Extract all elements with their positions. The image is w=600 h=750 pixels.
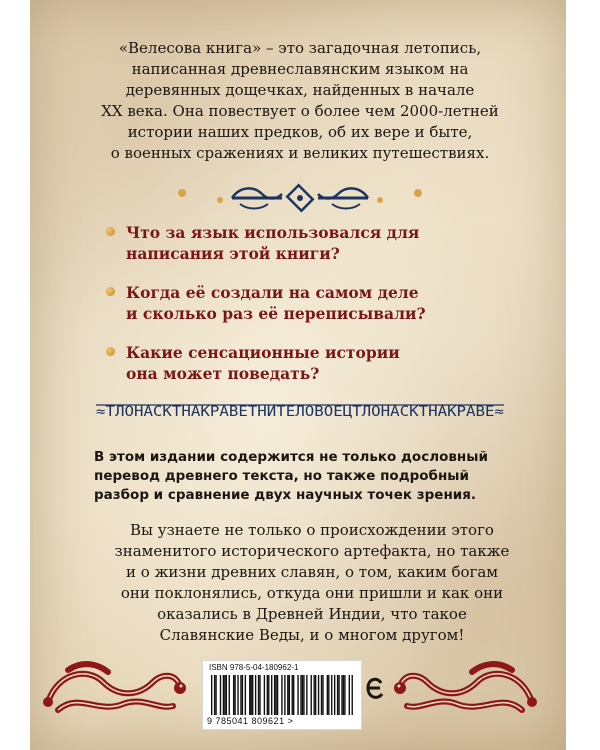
barcode-bar <box>300 675 301 715</box>
intro-line: истории наших предков, об их вере и быте, <box>127 123 473 141</box>
barcode-bar <box>258 675 259 715</box>
question-item <box>126 342 506 384</box>
barcode-bar <box>311 675 312 715</box>
barcode-bar <box>341 675 342 715</box>
description-line: и о жизни древних славян, о том, каким богам <box>126 563 498 581</box>
barcode-block <box>202 660 362 730</box>
question-line: написания этой книги? <box>126 244 340 263</box>
question-item <box>126 222 506 264</box>
description-paragraph <box>92 520 532 646</box>
barcode-bar <box>234 675 235 715</box>
barcode-bar <box>226 675 227 715</box>
barcode-number: 9 785041 809621 > <box>207 716 294 726</box>
barcode-bar <box>271 675 272 715</box>
question-line: Что за язык использовался для <box>126 223 420 242</box>
barcode-bar <box>313 675 314 715</box>
question-line: она может поведать? <box>126 364 320 383</box>
barcode-bar <box>242 675 243 715</box>
barcode-bar <box>306 675 307 715</box>
edition-note-line: разбор и сравнение двух научных точек зрения. <box>94 487 477 503</box>
barcode-bar <box>352 675 353 715</box>
barcode-bar <box>264 675 265 715</box>
barcode-bar <box>224 675 225 715</box>
barcode-bar <box>281 675 282 715</box>
intro-line: «Велесова книга» – это загадочная летопись, <box>118 39 482 57</box>
barcode-bar <box>284 675 285 715</box>
description-line: Славянские Веды, и о многом другом! <box>159 626 465 644</box>
barcode-bar <box>343 675 344 715</box>
barcode-bar <box>259 675 260 715</box>
publisher-logo-icon <box>364 674 386 704</box>
description-line: оказались в Древней Индии, что такое <box>157 605 467 623</box>
intro-line: деревянных дощечках, найденных в начале <box>125 81 475 99</box>
gold-bullet-icon <box>106 287 115 296</box>
isbn-label: ISBN 978-5-04-180962-1 <box>209 663 299 672</box>
barcode-bar <box>338 675 339 715</box>
barcode-bar <box>249 675 250 715</box>
gold-bullet-icon <box>106 347 115 356</box>
barcode-bar <box>268 675 269 715</box>
barcode-bar <box>215 675 216 715</box>
intro-line: написанная древнеславянским языком на <box>131 60 469 78</box>
barcode-bar <box>318 675 319 715</box>
barcode-bar <box>255 675 256 715</box>
dragon-ornament-right-icon <box>392 652 542 718</box>
barcode-bar <box>292 675 293 715</box>
question-line: и сколько раз её переписывали? <box>126 304 426 323</box>
barcode-bar <box>274 675 275 715</box>
edition-note-line: перевод древнего текста, но также подробный <box>94 468 469 484</box>
barcode-bar <box>240 675 241 715</box>
barcode-bar <box>337 675 338 715</box>
barcode-bar <box>229 675 230 715</box>
description-line: Вы узнаете не только о происхождении этого <box>130 521 494 539</box>
barcode-bar <box>223 675 224 715</box>
barcode-bar <box>297 675 298 715</box>
barcode-bar <box>267 675 268 715</box>
barcode-bar <box>328 675 329 715</box>
description-line: они поклонялись, откуда они пришли и как они <box>120 584 504 602</box>
question-line: Когда её создали на самом деле <box>126 283 419 302</box>
barcode-bar <box>303 675 304 715</box>
edition-note-line: В этом издании содержится не только дословный <box>94 449 488 465</box>
barcode-bar <box>344 675 345 715</box>
barcode-bar <box>322 675 323 715</box>
barcode-bar <box>321 675 322 715</box>
barcode-bar <box>287 675 288 715</box>
barcode-bar <box>331 675 332 715</box>
barcode-bar <box>220 675 221 715</box>
runic-inscription <box>94 400 506 422</box>
barcode-bar <box>289 675 290 715</box>
barcode-bar <box>349 675 350 715</box>
barcode-bar <box>237 675 238 715</box>
dragon-ornament-left-icon <box>38 652 188 718</box>
divider-ornament-icon <box>170 178 430 218</box>
barcode-bar <box>277 675 278 715</box>
question-item <box>126 282 506 324</box>
barcode-bar <box>251 675 252 715</box>
question-list <box>126 222 506 402</box>
barcode-bar <box>275 675 276 715</box>
barcode-icon <box>211 675 353 715</box>
barcode-bar <box>252 675 253 715</box>
runic-text: ≈ТЛОНАСКТНАКРАВЕТНИТЕЛОВОЕЦТЛОНАСКТНАКРАВЕ≈ <box>96 404 504 420</box>
description-line: знаменитого исторического артефакта, но также <box>114 542 510 560</box>
gold-bullet-icon <box>106 227 115 236</box>
barcode-bar <box>214 675 215 715</box>
edition-note <box>94 448 524 505</box>
barcode-bar <box>315 675 316 715</box>
barcode-bar <box>327 675 328 715</box>
barcode-bar <box>334 675 335 715</box>
intro-line: о военных сражениях и великих путешествиях. <box>110 144 490 162</box>
book-back-cover <box>30 0 566 750</box>
barcode-bar <box>293 675 294 715</box>
barcode-bar <box>245 675 246 715</box>
intro-paragraph <box>80 38 520 164</box>
barcode-bar <box>211 675 212 715</box>
barcode-bar <box>302 675 303 715</box>
intro-line: XX века. Она повествует о более чем 2000-летней <box>101 102 499 120</box>
question-line: Какие сенсационные истории <box>126 343 400 362</box>
barcode-bar <box>233 675 234 715</box>
